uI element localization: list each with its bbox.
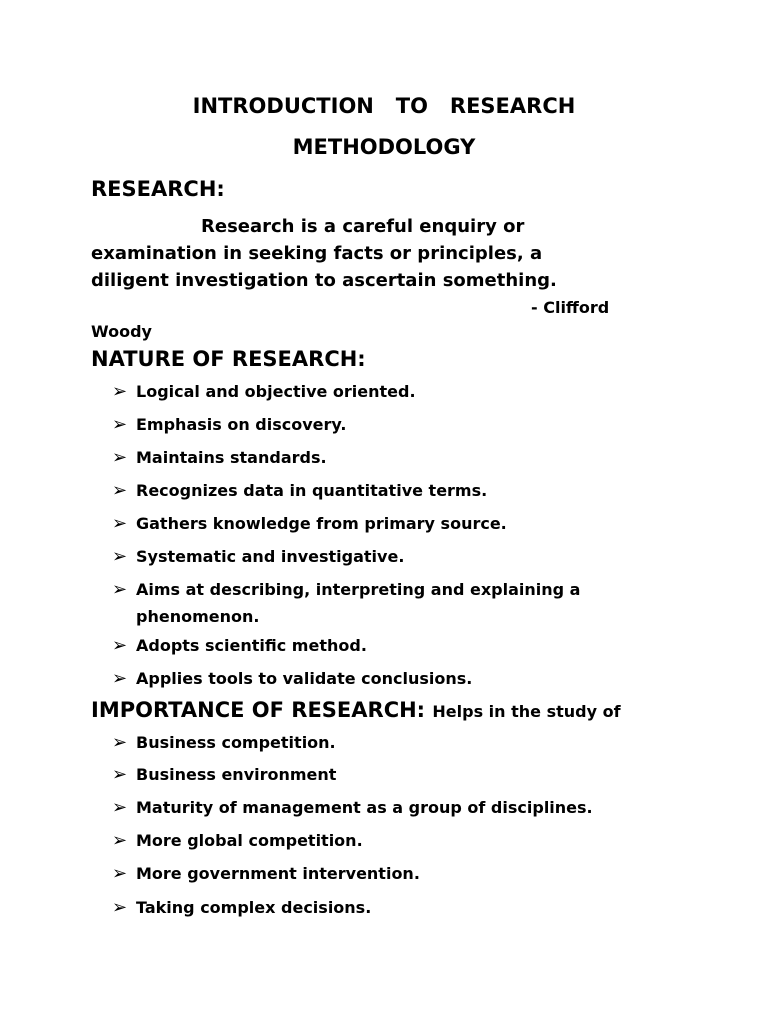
arrow-bullet-icon: ➢ xyxy=(112,863,128,884)
arrow-bullet-icon: ➢ xyxy=(112,668,128,689)
list-item: ➢ Adopts scientific method. xyxy=(112,632,367,659)
arrow-bullet-icon: ➢ xyxy=(112,797,128,818)
arrow-bullet-icon: ➢ xyxy=(112,579,128,600)
list-item: ➢ Recognizes data in quantitative terms. xyxy=(112,477,487,504)
list-item xyxy=(112,576,580,630)
arrow-bullet-icon: ➢ xyxy=(112,546,128,567)
importance-subheading: Helps in the study of xyxy=(432,702,621,721)
list-item: ➢ More government intervention. xyxy=(112,860,420,887)
document-title-line-2: METHODOLOGY xyxy=(292,135,476,159)
definition-line: examination in seeking facts or principles, a xyxy=(91,243,543,264)
list-item: ➢ Taking complex decisions. xyxy=(112,894,371,921)
list-item: ➢ Applies tools to validate conclusions. xyxy=(112,665,472,692)
research-heading: RESEARCH: xyxy=(91,177,225,201)
attribution-author-continued: Woody xyxy=(91,322,152,341)
list-item-line: phenomenon. xyxy=(136,607,260,626)
arrow-bullet-icon: ➢ xyxy=(112,480,128,501)
list-item: ➢ Maintains standards. xyxy=(112,444,327,471)
attribution-author: - Clifford xyxy=(531,298,610,317)
list-item-line: Aims at describing, interpreting and explaining a xyxy=(136,580,581,599)
arrow-bullet-icon: ➢ xyxy=(112,764,128,785)
list-item: ➢ Maturity of management as a group of disciplines. xyxy=(112,794,593,821)
research-definition xyxy=(91,213,691,294)
arrow-bullet-icon: ➢ xyxy=(112,897,128,918)
list-item: ➢ Systematic and investigative. xyxy=(112,543,404,570)
arrow-bullet-icon: ➢ xyxy=(112,513,128,534)
list-item: ➢ Logical and objective oriented. xyxy=(112,378,416,405)
arrow-bullet-icon: ➢ xyxy=(112,414,128,435)
definition-line: Research is a careful enquiry or xyxy=(201,216,525,237)
document-title-line-1: INTRODUCTION TO RESEARCH xyxy=(192,94,576,118)
list-item: ➢ More global competition. xyxy=(112,827,363,854)
list-item: ➢ Business environment xyxy=(112,761,336,788)
arrow-bullet-icon: ➢ xyxy=(112,732,128,753)
list-item: ➢ Business competition. xyxy=(112,729,336,756)
arrow-bullet-icon: ➢ xyxy=(112,635,128,656)
importance-heading-text: IMPORTANCE OF RESEARCH: xyxy=(91,698,426,722)
importance-heading xyxy=(91,697,621,725)
arrow-bullet-icon: ➢ xyxy=(112,381,128,402)
arrow-bullet-icon: ➢ xyxy=(112,830,128,851)
nature-heading: NATURE OF RESEARCH: xyxy=(91,347,366,371)
list-item: ➢ Emphasis on discovery. xyxy=(112,411,346,438)
arrow-bullet-icon: ➢ xyxy=(112,447,128,468)
list-item: ➢ Gathers knowledge from primary source. xyxy=(112,510,507,537)
definition-line: diligent investigation to ascertain something. xyxy=(91,270,557,291)
